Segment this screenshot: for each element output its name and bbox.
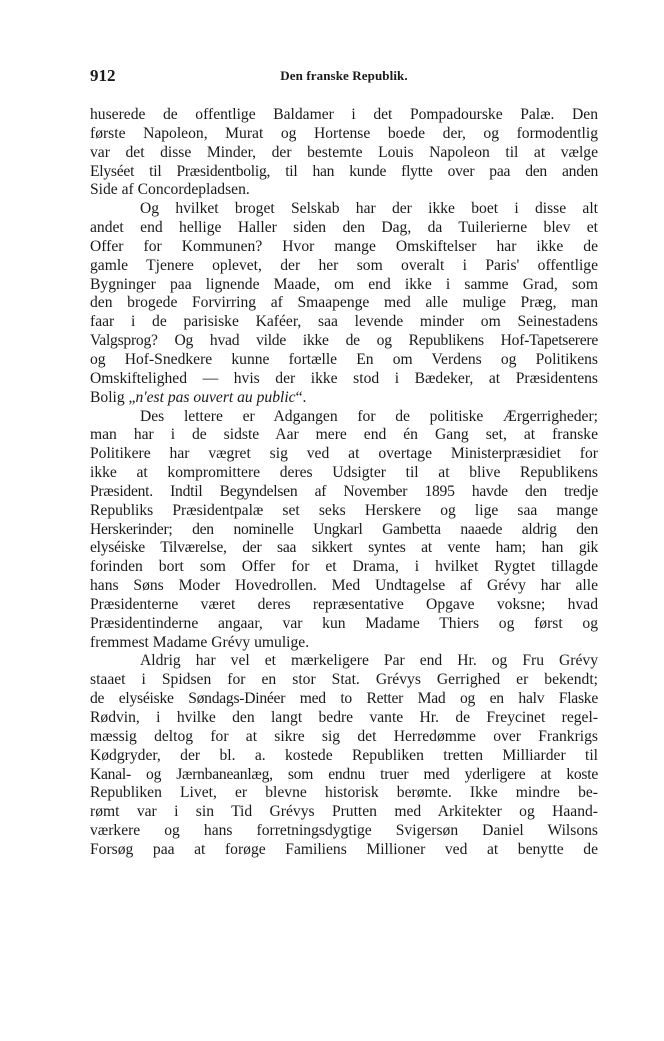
text-line: første Napoleon, Murat og Hortense boede der, og formodentlig — [90, 124, 598, 142]
body-text — [90, 106, 598, 860]
text-line: Herskerinder; den nominelle Ungkarl Gambetta naaede aldrig den — [90, 520, 598, 538]
text-line: og Hof-Snedkere kunne fortælle En om Verdens og Politikens — [90, 350, 598, 368]
text-line: faar i de parisiske Kaféer, saa levende minder om Seinestadens — [90, 313, 598, 331]
paragraph-first-line: Og hvilket broget Selskab har der ikke boet i disse alt — [140, 200, 598, 218]
running-head: Den franske Republik. — [280, 68, 408, 83]
text-fragment: “. — [295, 388, 307, 406]
text-line: Politikere har vægret sig ved at overtage Ministerpræsidiet for — [90, 445, 598, 463]
text-line — [90, 389, 598, 408]
text-line: værkere og hans forretningsdygtige Svigersøn Daniel Wilsons — [90, 822, 598, 840]
paragraph-first-line: Aldrig har vel et mærkeligere Par end Hr. og Fru Grévy — [140, 652, 598, 670]
text-line: mæssig deltog for at sikre sig det Herredømme over Frankrigs — [90, 727, 598, 745]
page-header — [90, 66, 598, 88]
text-line: Rødvin, i hvilke den langt bedre vante Hr. de Freycinet regel- — [90, 709, 598, 726]
page-number: 912 — [90, 66, 116, 85]
quoted-french-phrase: n'est pas ouvert au public — [135, 388, 296, 406]
text-line: Elyséet til Præsidentbolig, til han kunde flytte over paa den anden — [90, 162, 598, 180]
text-line: de elyséiske Søndags-Dinéer med to Retter Mad og en halv Flaske — [90, 690, 598, 708]
text-line: fremmest Madame Grévy umulige. — [90, 633, 310, 651]
text-line: huserede de offentlige Baldamer i det Pompadourske Palæ. Den — [90, 106, 598, 123]
text-line: hans Søns Moder Hovedrollen. Med Undtagelse af Grévy har alle — [90, 577, 598, 595]
text-line: Kanal- og Jærnbaneanlæg, som endnu truer med yderligere at koste — [90, 765, 598, 783]
text-line: den brogede Forvirring af Smaapenge med alle mulige Præg, man — [90, 294, 598, 312]
text-line: staaet i Spidsen for en stor Stat. Grévys Gerrighed er bekendt; — [90, 671, 598, 689]
text-line: forinden bort som Offer for et Drama, i hvilket Rygtet tillagde — [90, 558, 598, 576]
text-line: Præsidenterne været deres repræsentative Opgave voksne; hvad — [90, 595, 598, 613]
text-line: Republiks Præsidentpalæ set seks Herskere og lige saa mange — [90, 501, 598, 519]
text-line: man har i de sidste Aar mere end én Gang set, at franske — [90, 426, 598, 444]
text-line: Forsøg paa at forøge Familiens Millioner ved at benytte de — [90, 840, 598, 858]
text-line: Republiken Livet, er blevne historisk berømte. Ikke mindre be- — [90, 784, 598, 802]
text-line: Præsidentinderne angaar, var kun Madame Thiers og først og — [90, 614, 598, 632]
text-line: rømt var i sin Tid Grévys Prutten med Arkitekter og Haand- — [90, 803, 598, 821]
text-line: Valgsprog? Og hvad vilde ikke de og Republikens Hof-Tapetserere — [90, 332, 598, 350]
text-line: gamle Tjenere oplevet, der her som overalt i Paris' offentlige — [90, 256, 598, 274]
text-line: ikke at kompromittere deres Udsigter til at blive Republikens — [90, 464, 598, 482]
text-line: Kødgryder, der bl. a. kostede Republiken tretten Milliarder til — [90, 746, 598, 764]
paragraph-first-line: Des lettere er Adgangen for de politiske Ærgerrigheder; — [140, 407, 598, 425]
text-line: Offer for Kommunen? Hvor mange Omskiftelser har ikke de — [90, 237, 598, 255]
text-fragment: Bolig „ — [90, 388, 136, 406]
text-line: Bygninger paa lignende Maade, om end ikke i samme Grad, som — [90, 275, 598, 293]
text-line: Omskiftelighed — hvis der ikke stod i Bædeker, at Præsidentens — [90, 369, 598, 387]
text-line: andet end hellige Haller siden den Dag, da Tuilerierne blev et — [90, 219, 598, 237]
text-line: Side af Concordepladsen. — [90, 181, 250, 199]
text-line: elyséiske Tilværelse, der saa sikkert syntes at vente ham; han gik — [90, 539, 598, 557]
text-line: var det disse Minder, der bestemte Louis Napoleon til at vælge — [90, 143, 598, 161]
text-line: Præsident. Indtil Begyndelsen af November 1895 havde den tredje — [90, 482, 598, 500]
